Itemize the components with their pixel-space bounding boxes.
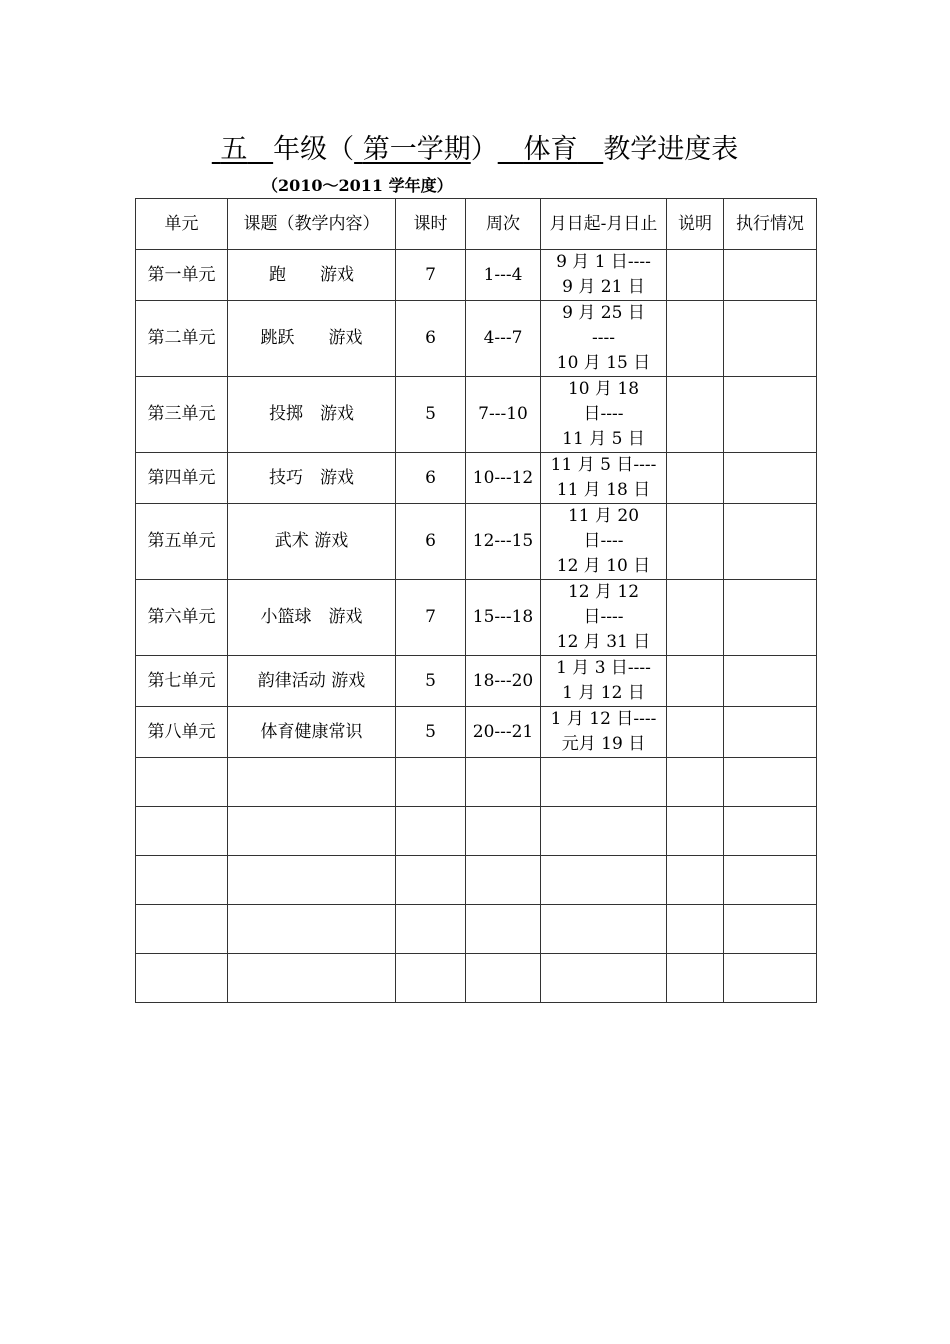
table-row xyxy=(136,250,817,301)
empty-cell xyxy=(396,758,466,807)
cell-hours: 5 xyxy=(396,707,466,758)
cell-hours: 5 xyxy=(396,377,466,453)
cell-status xyxy=(724,250,817,301)
date-line: 1 月 12 日 xyxy=(562,683,645,703)
cell-note xyxy=(667,453,724,504)
date-line: 11 月 20 xyxy=(567,506,640,526)
date-line: 1 月 12 日---- xyxy=(550,709,657,729)
cell-dates xyxy=(541,250,667,301)
empty-cell xyxy=(724,807,817,856)
header-topic: 课题（教学内容） xyxy=(228,199,396,250)
empty-cell xyxy=(136,905,228,954)
table-header-row xyxy=(136,199,817,250)
cell-status xyxy=(724,707,817,758)
table-row xyxy=(136,504,817,580)
cell-topic: 跳跃 游戏 xyxy=(228,301,396,377)
empty-cell xyxy=(466,807,541,856)
empty-cell xyxy=(228,807,396,856)
date-line: 9 月 21 日 xyxy=(562,277,645,297)
cell-hours: 5 xyxy=(396,656,466,707)
cell-unit: 第八单元 xyxy=(136,707,228,758)
table-row xyxy=(136,301,817,377)
table-body xyxy=(136,199,817,1003)
empty-cell xyxy=(136,856,228,905)
date-line: 日---- xyxy=(583,404,624,424)
empty-cell xyxy=(724,758,817,807)
empty-cell xyxy=(541,856,667,905)
empty-cell xyxy=(396,856,466,905)
empty-cell xyxy=(396,954,466,1003)
date-line: 11 月 5 日---- xyxy=(550,455,657,475)
cell-unit: 第二单元 xyxy=(136,301,228,377)
cell-status xyxy=(724,377,817,453)
cell-weeks: 20---21 xyxy=(466,707,541,758)
cell-dates xyxy=(541,377,667,453)
cell-note xyxy=(667,377,724,453)
header-hours: 课时 xyxy=(396,199,466,250)
empty-cell xyxy=(667,905,724,954)
cell-topic: 体育健康常识 xyxy=(228,707,396,758)
cell-unit: 第七单元 xyxy=(136,656,228,707)
date-line: 1 月 3 日---- xyxy=(556,658,651,678)
cell-weeks: 7---10 xyxy=(466,377,541,453)
header-note: 说明 xyxy=(667,199,724,250)
table-row xyxy=(136,580,817,656)
cell-note xyxy=(667,250,724,301)
empty-cell xyxy=(466,954,541,1003)
date-line: 10 月 15 日 xyxy=(556,353,651,373)
cell-weeks: 15---18 xyxy=(466,580,541,656)
cell-topic: 技巧 游戏 xyxy=(228,453,396,504)
cell-topic: 投掷 游戏 xyxy=(228,377,396,453)
cell-unit: 第四单元 xyxy=(136,453,228,504)
empty-cell xyxy=(724,954,817,1003)
header-unit: 单元 xyxy=(136,199,228,250)
school-year-subtitle: （2010～2011 学年度） xyxy=(262,176,453,195)
cell-topic: 跑 游戏 xyxy=(228,250,396,301)
cell-unit: 第五单元 xyxy=(136,504,228,580)
date-line: 元月 19 日 xyxy=(561,734,646,754)
empty-cell xyxy=(541,954,667,1003)
empty-cell xyxy=(541,758,667,807)
cell-weeks: 18---20 xyxy=(466,656,541,707)
table-row xyxy=(136,707,817,758)
cell-topic: 韵律活动 游戏 xyxy=(228,656,396,707)
empty-table-row xyxy=(136,954,817,1003)
cell-topic: 小篮球 游戏 xyxy=(228,580,396,656)
cell-note xyxy=(667,301,724,377)
date-line: 11 月 18 日 xyxy=(556,480,651,500)
empty-cell xyxy=(667,807,724,856)
empty-cell xyxy=(228,758,396,807)
date-line: 10 月 18 xyxy=(567,379,640,399)
empty-cell xyxy=(667,856,724,905)
date-line: 11 月 5 日 xyxy=(562,429,645,449)
title-grade-suffix: 年级（ xyxy=(273,134,355,165)
empty-cell xyxy=(228,856,396,905)
table-row xyxy=(136,377,817,453)
date-line: 日---- xyxy=(583,531,624,551)
empty-cell xyxy=(724,905,817,954)
cell-hours: 7 xyxy=(396,580,466,656)
cell-unit: 第三单元 xyxy=(136,377,228,453)
empty-table-row xyxy=(136,758,817,807)
cell-status xyxy=(724,453,817,504)
cell-unit: 第一单元 xyxy=(136,250,228,301)
empty-cell xyxy=(667,954,724,1003)
empty-table-row xyxy=(136,856,817,905)
empty-cell xyxy=(396,807,466,856)
cell-dates xyxy=(541,580,667,656)
page-title xyxy=(0,130,950,170)
cell-dates xyxy=(541,453,667,504)
date-line: 12 月 10 日 xyxy=(556,556,651,576)
cell-status xyxy=(724,504,817,580)
cell-topic: 武术 游戏 xyxy=(228,504,396,580)
cell-hours: 7 xyxy=(396,250,466,301)
cell-hours: 6 xyxy=(396,301,466,377)
empty-cell xyxy=(667,758,724,807)
header-status: 执行情况 xyxy=(724,199,817,250)
empty-cell xyxy=(396,905,466,954)
empty-cell xyxy=(466,856,541,905)
header-dates: 月日起-月日止 xyxy=(541,199,667,250)
cell-weeks: 1---4 xyxy=(466,250,541,301)
empty-cell xyxy=(228,905,396,954)
cell-hours: 6 xyxy=(396,453,466,504)
empty-cell xyxy=(466,758,541,807)
empty-cell xyxy=(228,954,396,1003)
cell-note xyxy=(667,656,724,707)
title-grade: 五 xyxy=(220,134,248,165)
date-line: 日---- xyxy=(583,607,624,627)
cell-status xyxy=(724,656,817,707)
empty-table-row xyxy=(136,807,817,856)
cell-unit: 第六单元 xyxy=(136,580,228,656)
cell-hours: 6 xyxy=(396,504,466,580)
teaching-schedule-table xyxy=(135,198,817,1003)
title-close-paren: ） xyxy=(470,134,498,165)
empty-cell xyxy=(466,905,541,954)
empty-cell xyxy=(541,807,667,856)
date-line: ---- xyxy=(592,328,615,348)
date-line: 9 月 1 日---- xyxy=(556,252,651,272)
cell-dates xyxy=(541,504,667,580)
cell-weeks: 10---12 xyxy=(466,453,541,504)
cell-dates xyxy=(541,301,667,377)
cell-status xyxy=(724,580,817,656)
empty-cell xyxy=(541,905,667,954)
cell-weeks: 4---7 xyxy=(466,301,541,377)
date-line: 12 月 31 日 xyxy=(556,632,651,652)
empty-cell xyxy=(136,758,228,807)
cell-note xyxy=(667,707,724,758)
cell-dates xyxy=(541,707,667,758)
cell-note xyxy=(667,504,724,580)
empty-table-row xyxy=(136,905,817,954)
empty-cell xyxy=(136,954,228,1003)
empty-cell xyxy=(724,856,817,905)
cell-status xyxy=(724,301,817,377)
cell-dates xyxy=(541,656,667,707)
empty-cell xyxy=(136,807,228,856)
table-row xyxy=(136,656,817,707)
date-line: 9 月 25 日 xyxy=(562,303,645,323)
title-doc-name: 教学进度表 xyxy=(603,134,739,165)
cell-weeks: 12---15 xyxy=(466,504,541,580)
header-weeks: 周次 xyxy=(466,199,541,250)
title-semester: 第一学期 xyxy=(362,134,471,165)
table-row xyxy=(136,453,817,504)
cell-note xyxy=(667,580,724,656)
date-line: 12 月 12 xyxy=(567,582,640,602)
title-subject: 体育 xyxy=(523,134,578,165)
